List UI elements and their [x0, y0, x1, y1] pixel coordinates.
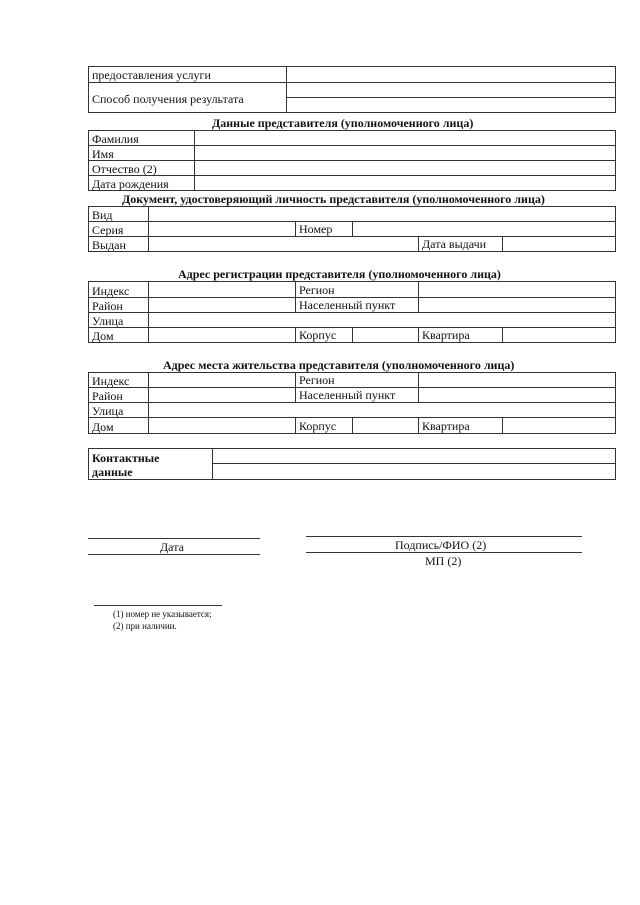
res-building-label: Корпус — [299, 419, 337, 433]
rule — [306, 552, 582, 553]
rule — [615, 66, 616, 113]
rule — [88, 66, 616, 67]
rule — [286, 97, 616, 98]
res-house-label: Дом — [92, 420, 114, 434]
reg-locality-field[interactable] — [419, 298, 615, 312]
reg-building-field[interactable] — [353, 328, 418, 342]
name-field[interactable] — [195, 146, 615, 160]
rule — [418, 327, 419, 343]
rule — [88, 554, 260, 555]
rule — [88, 112, 616, 113]
rule — [88, 448, 89, 480]
rule — [615, 130, 616, 191]
reg-district-field[interactable] — [149, 298, 295, 312]
rule — [295, 281, 296, 312]
signature-label: Подпись/ФИО (2) — [395, 538, 487, 552]
reg-region-label: Регион — [299, 283, 335, 297]
rule — [88, 479, 616, 480]
birth-date-label: Дата рождения — [92, 177, 169, 191]
rule — [295, 327, 296, 343]
result-method-field[interactable] — [287, 83, 615, 96]
stamp-label: МП (2) — [425, 554, 462, 568]
doc-type-label: Вид — [92, 208, 113, 222]
rule — [88, 251, 616, 252]
rule — [88, 66, 89, 113]
reg-street-label: Улица — [92, 314, 124, 328]
surname-label: Фамилия — [92, 132, 139, 146]
doc-issue-date-field[interactable] — [503, 237, 615, 251]
footnote-1: (1) номер не указывается; — [113, 609, 212, 619]
res-region-label: Регион — [299, 373, 335, 387]
res-region-field[interactable] — [419, 373, 615, 387]
rule — [88, 281, 89, 343]
doc-issued-by-field[interactable] — [149, 237, 418, 251]
rule — [615, 448, 616, 480]
reg-house-field[interactable] — [149, 328, 295, 342]
rule — [418, 417, 419, 434]
res-house-field[interactable] — [149, 418, 295, 433]
signature-field[interactable] — [306, 521, 582, 535]
reg-address-heading: Адрес регистрации представителя (уполномоченного лица) — [178, 267, 501, 281]
doc-number-field[interactable] — [353, 222, 615, 236]
date-field[interactable] — [88, 523, 260, 537]
reg-building-label: Корпус — [299, 328, 337, 342]
rule — [615, 281, 616, 343]
rule — [88, 538, 260, 539]
footnote-rule — [94, 605, 222, 606]
contact-field-2[interactable] — [213, 464, 615, 479]
doc-issued-by-label: Выдан — [92, 238, 126, 252]
contact-field-1[interactable] — [213, 449, 615, 463]
contacts-label-line1: Контактные — [92, 451, 160, 465]
doc-series-label: Серия — [92, 223, 124, 237]
res-index-label: Индекс — [92, 374, 130, 388]
service-provision-label: предоставления услуги — [92, 68, 211, 82]
res-street-field[interactable] — [149, 403, 615, 417]
res-building-field[interactable] — [353, 418, 418, 433]
doc-issue-date-label: Дата выдачи — [422, 237, 487, 251]
rule — [306, 536, 582, 537]
res-district-field[interactable] — [149, 388, 295, 402]
rep-data-heading: Данные представителя (уполномоченного лица) — [212, 116, 474, 130]
res-locality-label: Населенный пункт — [299, 388, 396, 402]
res-district-label: Район — [92, 389, 123, 403]
footnote-2: (2) при наличии. — [113, 621, 177, 631]
birth-date-field[interactable] — [195, 176, 615, 190]
patronymic-field[interactable] — [195, 161, 615, 175]
res-index-field[interactable] — [149, 373, 295, 387]
rule — [88, 130, 89, 191]
reg-index-field[interactable] — [149, 282, 295, 297]
name-label: Имя — [92, 147, 114, 161]
res-apartment-field[interactable] — [503, 418, 615, 433]
doc-series-field[interactable] — [149, 222, 295, 236]
reg-index-label: Индекс — [92, 284, 130, 298]
date-label: Дата — [160, 540, 184, 554]
doc-number-label: Номер — [299, 222, 333, 236]
surname-field[interactable] — [195, 131, 615, 145]
contacts-label-line2: данные — [92, 465, 133, 479]
res-apartment-label: Квартира — [422, 419, 470, 433]
reg-house-label: Дом — [92, 329, 114, 343]
rule — [295, 372, 296, 402]
result-method-label: Способ получения результата — [92, 92, 244, 106]
reg-apartment-label: Квартира — [422, 328, 470, 342]
patronymic-label: Отчество (2) — [92, 162, 157, 176]
rule — [418, 236, 419, 252]
doc-type-field[interactable] — [149, 207, 615, 221]
rule — [295, 417, 296, 434]
reg-apartment-field[interactable] — [503, 328, 615, 342]
id-doc-heading: Документ, удостоверяющий личность представителя (уполномоченного лица) — [122, 192, 545, 206]
rule — [295, 221, 296, 236]
res-locality-field[interactable] — [419, 388, 615, 402]
rule — [615, 372, 616, 434]
reg-street-field[interactable] — [149, 313, 615, 327]
reg-locality-label: Населенный пункт — [299, 298, 396, 312]
res-street-label: Улица — [92, 404, 124, 418]
rule — [615, 206, 616, 252]
reg-region-field[interactable] — [419, 282, 615, 297]
rule — [88, 372, 89, 434]
reg-district-label: Район — [92, 299, 123, 313]
rule — [88, 206, 89, 252]
res-address-heading: Адрес места жительства представителя (уполномоченного лица) — [163, 358, 515, 372]
